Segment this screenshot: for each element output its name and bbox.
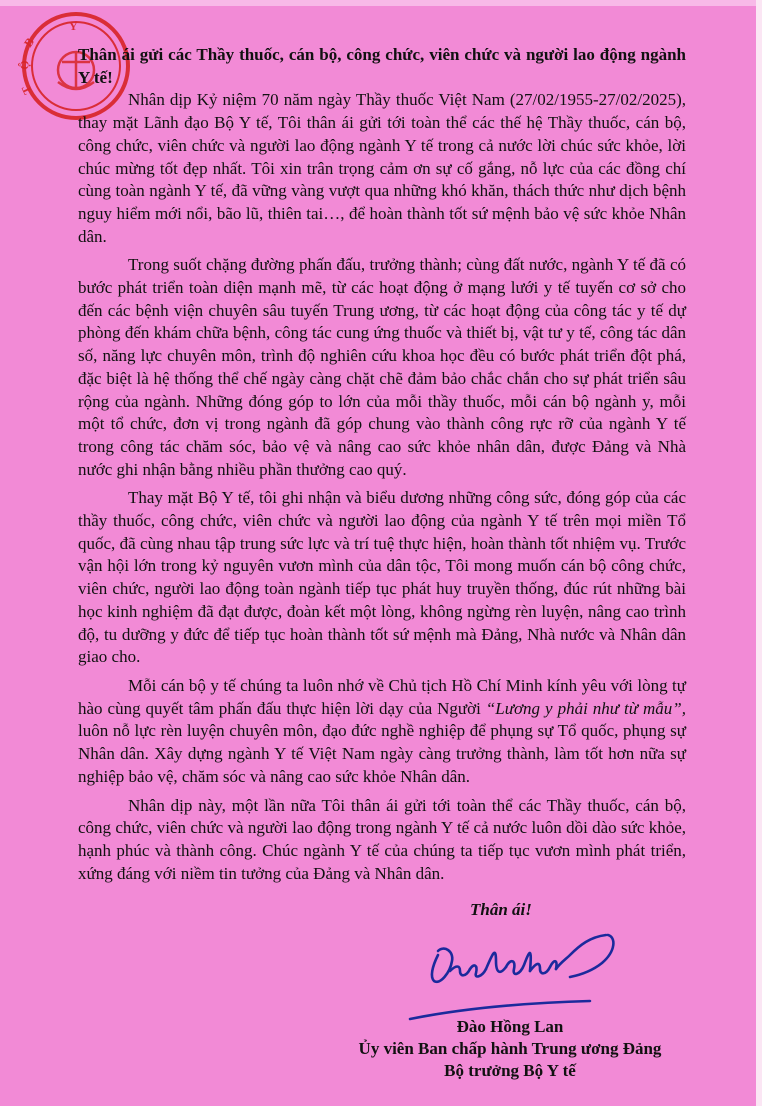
motto-quote: “Lương y phải như từ mẫu”,: [485, 698, 686, 718]
signer-title: Bộ trưởng Bộ Y tế: [444, 1061, 576, 1080]
paragraph-4: [78, 675, 686, 789]
signer-name: Đào Hồng Lan: [456, 1017, 564, 1036]
paragraph-4-text-a: Mỗi cán bộ y tế chúng ta luôn nhớ về Chủ tịch Hồ Chí Minh kính yêu với lòng tự hào cùng quyết tâm phấn đấu thực hiện lời dạy của Người: [78, 675, 686, 718]
svg-text:Ộ: Ộ: [17, 59, 32, 71]
page-edge-top: [0, 0, 762, 6]
svg-text:T: T: [18, 83, 35, 97]
svg-text:Y: Y: [69, 19, 78, 33]
paragraph-4-text-b: luôn nỗ lực rèn luyện chuyên môn, đạo đức nghề nghiệp để phụng sự Tổ quốc, phụng sự Nhân dân. Xây dựng ngành Y tế Việt Nam ngày càng trưởng thành, làm tốt hơn nữa sự nghiệp bảo vệ, chăm sóc và nâng cao sức khỏe Nhân dân.: [78, 721, 686, 786]
paragraph-3: Thay mặt Bộ Y tế, tôi ghi nhận và biểu dương những công sức, đóng góp của các thầy thuốc, công chức, viên chức và người lao động của ngành Y tế trên mọi miền Tổ quốc, đã cùng nhau tập trung sức lực và trí tuệ thực hiện, hoàn thành tốt nhiệm vụ. Trước vận hội lớn trong kỷ nguyên vươn mình của dân tộc, Tôi mong muốn cán bộ công chức, viên chức, người lao động toàn ngành tiếp tục phát huy truyền thống, đúc rút những bài học kinh nghiệm đã đạt được, đoàn kết một lòng, không ngừng rèn luyện, nâng cao trình độ, tu dưỡng y đức để tiếp tục hoàn thành tốt sứ mệnh mà Đảng, Nhà nước và Nhân dân giao cho.: [78, 488, 686, 667]
page-edge-bottom: [0, 1106, 762, 1110]
paragraph-1: Nhân dịp Kỷ niệm 70 năm ngày Thầy thuốc Việt Nam (27/02/1955-27/02/2025), thay mặt Lãnh đạo Bộ Y tế, Tôi thân ái gửi tới toàn thể các thế hệ Thầy thuốc, cán bộ, công chức, viên chức và người lao động ngành Y tế trong cả nước lời chúc sức khỏe, lời chúc mừng tốt đẹp nhất. Tôi xin trân trọng cảm ơn sự cố gắng, nỗ lực của các đồng chí cùng toàn ngành Y tế, đã vững vàng vượt qua những khó khăn, thách thức như dịch bệnh nguy hiểm mới nổi, bão lũ, thiên tai…, để hoàn thành tốt sứ mệnh bảo vệ sức khỏe Nhân dân.: [78, 90, 686, 246]
paragraph-2: Trong suốt chặng đường phấn đấu, trưởng thành; cùng đất nước, ngành Y tế đã có bước phát triển toàn diện mạnh mẽ, từ các hoạt động ở mạng lưới y tế tuyến cơ sở cho đến các bệnh viện chuyên sâu tuyến Trung ương, từ các hoạt động của công tác y tế dự phòng đến khám chữa bệnh, công tác cung ứng thuốc và thiết bị, vật tư y tế, công tác dân số, năng lực chuyên môn, trình độ nghiên cứu khoa học đều có bước phát triển đột phá, đặc biệt là hệ thống thể chế ngày càng chặt chẽ đảm bảo chắc chắn cho sự phát triển sâu rộng của ngành. Những đóng góp to lớn của mỗi thầy thuốc, mỗi cán bộ ngành y, mỗi một tổ chức, đơn vị trong ngành đã góp chung vào thành công rực rỡ của ngành Y tế trong công tác chăm sóc, bảo vệ và nâng cao sức khỏe nhân dân, được Đảng và Nhà nước ghi nhận bằng nhiều phần thưởng cao quý.: [78, 255, 686, 479]
signer-position: Ủy viên Ban chấp hành Trung ương Đảng: [358, 1039, 662, 1058]
page-edge-right: [756, 0, 762, 1110]
letter-heading: Thân ái gửi các Thầy thuốc, cán bộ, công chức, viên chức và người lao động ngành Y tế!: [78, 45, 686, 87]
signature-block: [330, 1016, 690, 1082]
closing-greeting: Thân ái!: [470, 900, 532, 919]
paragraph-5: Nhân dịp này, một lần nữa Tôi thân ái gửi tới toàn thể các Thầy thuốc, cán bộ, công chức, viên chức và người lao động trong ngành Y tế cả nước luôn dồi dào sức khỏe, hạnh phúc và thành công. Chúc ngành Y tế của chúng ta tiếp tục vươn mình phát triển, xứng đáng với niềm tin tưởng của Đảng và Nhân dân.: [78, 795, 686, 883]
letter-body: [78, 44, 686, 885]
svg-text:B: B: [20, 35, 38, 50]
handwritten-signature-icon: [380, 915, 660, 1025]
